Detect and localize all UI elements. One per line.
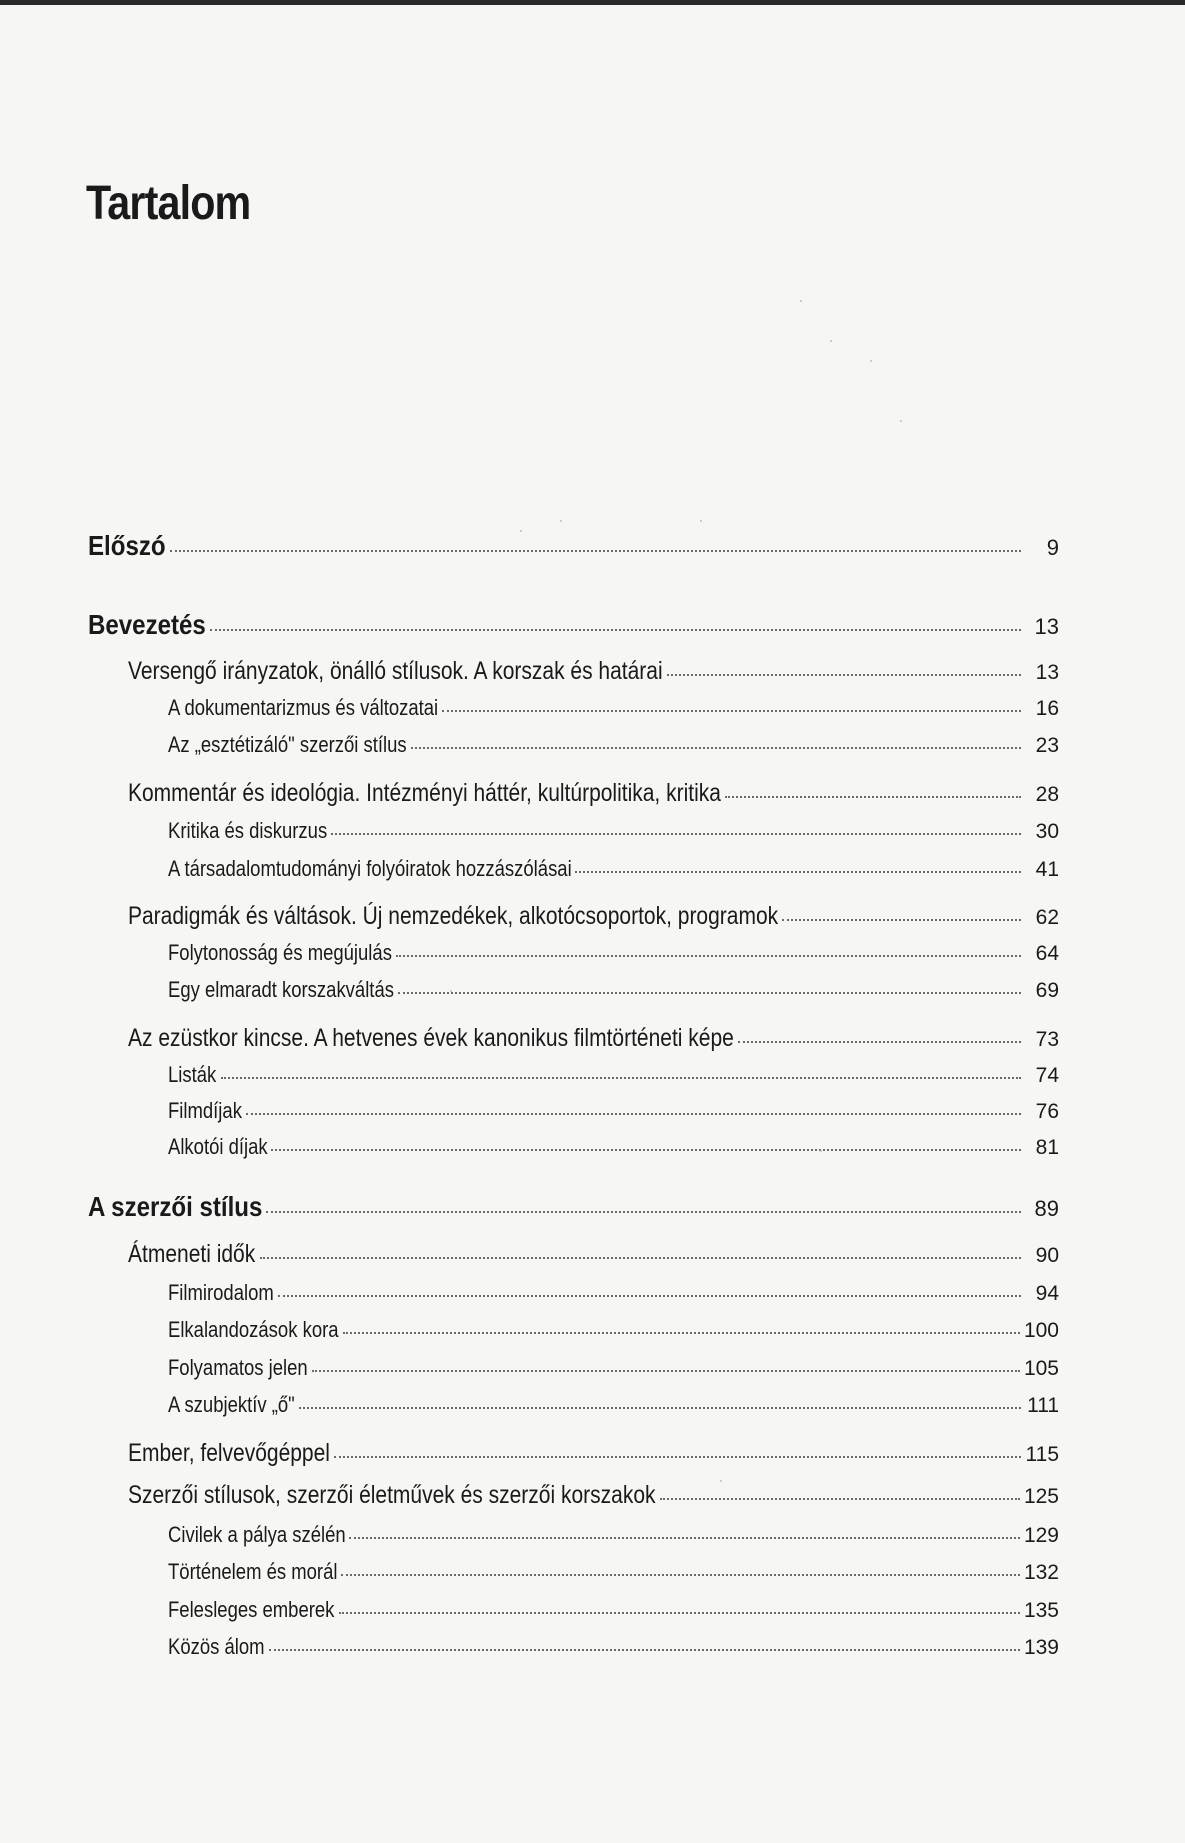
toc-entry-page-number: 76 [1035, 1100, 1059, 1123]
toc-entry [168, 940, 1059, 966]
toc-entry-page-number: 9 [1046, 535, 1059, 560]
dot-leader [271, 1147, 1021, 1151]
toc-entry [168, 1280, 1059, 1306]
toc-entry-page-number: 125 [1023, 1485, 1059, 1508]
toc-entry [168, 1355, 1059, 1381]
toc-entry-page-number: 100 [1023, 1319, 1059, 1342]
dot-leader [396, 953, 1021, 957]
toc-entry-page-number: 89 [1034, 1196, 1059, 1221]
toc-entry-title: Az ezüstkor kincse. A hetvenes évek kanonikus filmtörténeti képe [128, 1024, 734, 1052]
toc-entry-page-number: 62 [1035, 906, 1059, 929]
toc-entry-page-number: 13 [1034, 614, 1059, 639]
dot-leader [266, 1209, 1021, 1213]
dot-leader [339, 1610, 1020, 1614]
toc-entry-title: Alkotói díjak [168, 1134, 268, 1159]
toc-entry-page-number: 135 [1023, 1599, 1059, 1622]
toc-entry-page-number: 132 [1023, 1561, 1059, 1584]
dot-leader [246, 1111, 1021, 1115]
toc-entry [168, 1134, 1059, 1160]
toc-entry-title: Felesleges emberek [168, 1597, 335, 1622]
toc-entry [128, 779, 1059, 808]
dot-leader [660, 1496, 1020, 1500]
toc-entry-page-number: 41 [1035, 858, 1059, 881]
dot-leader [221, 1075, 1021, 1079]
toc-entry [168, 1062, 1059, 1088]
dot-leader [442, 708, 1021, 712]
paper-speck [870, 360, 872, 362]
dot-leader [667, 672, 1021, 676]
toc-entry [168, 1522, 1059, 1548]
toc-entry-title: Egy elmaradt korszakváltás [168, 977, 394, 1002]
toc-entry [128, 902, 1059, 931]
toc-entry [168, 818, 1059, 844]
dot-leader [260, 1255, 1021, 1259]
toc-entry-title: Folytonosság és megújulás [168, 940, 392, 965]
page-title: Tartalom [86, 177, 251, 230]
toc-entry [168, 856, 1059, 882]
toc-entry-page-number: 81 [1035, 1136, 1059, 1159]
dot-leader [349, 1535, 1020, 1539]
toc-entry-page-number: 111 [1027, 1394, 1059, 1417]
dot-leader [411, 745, 1021, 749]
toc-entry-title: A szubjektív „ő" [168, 1392, 295, 1417]
toc-entry [168, 732, 1059, 758]
toc-entry-page-number: 115 [1025, 1443, 1059, 1466]
toc-entry-title: Civilek a pálya szélén [168, 1522, 346, 1547]
dot-leader [343, 1330, 1020, 1334]
dot-leader [299, 1405, 1021, 1409]
toc-entry-title: A szerzői stílus [88, 1191, 263, 1222]
toc-entry-page-number: 105 [1023, 1357, 1059, 1380]
paper-speck [800, 300, 802, 302]
dot-leader [170, 548, 1021, 552]
toc-entry-page-number: 23 [1035, 734, 1059, 757]
toc-entry-title: Elkalandozások kora [168, 1317, 339, 1342]
toc-entry-page-number: 30 [1035, 820, 1059, 843]
toc-entry-title: Történelem és morál [168, 1559, 338, 1584]
dot-leader [398, 990, 1021, 994]
paper-speck [560, 520, 562, 522]
paper-speck [720, 1480, 722, 1482]
dot-leader [725, 794, 1021, 798]
toc-entry [168, 1634, 1059, 1660]
toc-entry-title: Szerzői stílusok, szerzői életművek és szerzői korszakok [128, 1481, 656, 1509]
paper-speck [700, 520, 702, 522]
toc-entry [88, 1191, 1059, 1223]
toc-entry [128, 1024, 1059, 1053]
toc-entry-page-number: 74 [1035, 1064, 1059, 1087]
paper-speck [450, 990, 452, 992]
toc-entry-title: Listák [168, 1062, 217, 1087]
toc-entry [128, 657, 1059, 686]
toc-entry-title: A társadalomtudományi folyóiratok hozzászólásai [168, 856, 572, 881]
paper-speck [900, 420, 902, 422]
toc-entry-page-number: 73 [1035, 1028, 1059, 1051]
toc-entry-page-number: 13 [1035, 661, 1059, 684]
toc-entry-title: Filmdíjak [168, 1098, 242, 1123]
dot-leader [278, 1293, 1021, 1297]
toc-entry [88, 530, 1059, 562]
toc-entry-title: Átmeneti idők [128, 1240, 256, 1268]
toc-entry [168, 1597, 1059, 1623]
toc-entry-title: Paradigmák és váltások. Új nemzedékek, alkotócsoportok, programok [128, 902, 779, 930]
dot-leader [341, 1572, 1020, 1576]
toc-entry [128, 1439, 1059, 1468]
dot-leader [312, 1368, 1020, 1372]
toc-entry-page-number: 28 [1035, 783, 1059, 806]
toc-entry-title: Folyamatos jelen [168, 1355, 308, 1380]
toc-entry [168, 1098, 1059, 1124]
dot-leader [269, 1647, 1020, 1651]
dot-leader [782, 917, 1021, 921]
dot-leader [331, 831, 1021, 835]
toc-entry-title: Ember, felvevőgéppel [128, 1439, 330, 1467]
dot-leader [575, 869, 1021, 873]
toc-entry [168, 1392, 1059, 1418]
toc-entry-title: Az „esztétizáló" szerzői stílus [168, 732, 407, 757]
toc-entry-page-number: 139 [1023, 1636, 1059, 1659]
dot-leader [334, 1454, 1021, 1458]
toc-entry-page-number: 94 [1035, 1282, 1059, 1305]
paper-speck [520, 530, 522, 532]
toc-entry [168, 1559, 1059, 1585]
toc-entry [128, 1481, 1059, 1510]
toc-entry-title: Filmirodalom [168, 1280, 274, 1305]
toc-entry-title: A dokumentarizmus és változatai [168, 695, 439, 720]
toc-entry-page-number: 69 [1035, 979, 1059, 1002]
toc-entry-title: Kritika és diskurzus [168, 818, 328, 843]
toc-entry-page-number: 90 [1035, 1244, 1059, 1267]
toc-entry-title: Kommentár és ideológia. Intézményi háttér, kultúrpolitika, kritika [128, 779, 721, 807]
dot-leader [738, 1039, 1021, 1043]
toc-entry [168, 1317, 1059, 1343]
toc-entry [168, 695, 1059, 721]
dot-leader [210, 627, 1021, 631]
toc-entry-page-number: 16 [1035, 697, 1059, 720]
toc-entry-title: Versengő irányzatok, önálló stílusok. A korszak és határai [128, 657, 663, 685]
toc-entry [128, 1240, 1059, 1269]
toc-entry-page-number: 64 [1035, 942, 1059, 965]
toc-entry-title: Közös álom [168, 1634, 265, 1659]
toc-entry-title: Előszó [88, 530, 166, 561]
toc-entry [168, 977, 1059, 1003]
paper-speck [830, 340, 832, 342]
toc-entry [88, 609, 1059, 641]
top-edge-line [0, 0, 1185, 5]
paper-speck [820, 1150, 822, 1152]
toc-entry-title: Bevezetés [88, 609, 206, 640]
toc-entry-page-number: 129 [1023, 1524, 1059, 1547]
